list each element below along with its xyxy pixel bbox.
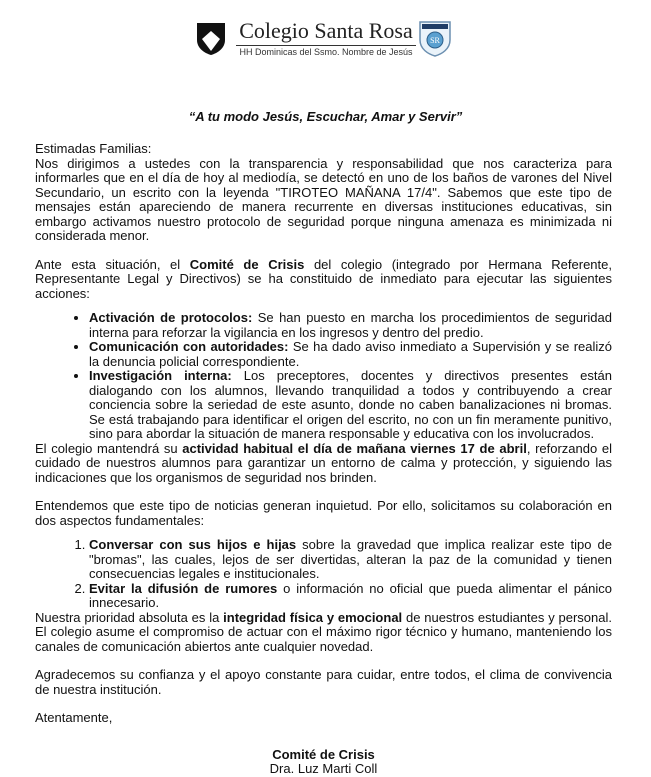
signature-name: Dra. Luz Marti Coll [269,761,378,776]
greeting: Estimadas Familias: [35,141,152,156]
situation-paragraph: Ante esta situación, el Comité de Crisis del colegio (integrado por Hermana Referente, Representante Legal y Directivos) se ha constituido de inmediato para ejecutar las siguientes acciones: [35,256,612,301]
requests-list [35,538,612,611]
action-item: • Comunicación con autoridades: Se ha dado aviso inmediato a Supervisión y se realizó la denuncia policial correspondiente. [89,340,612,369]
priority-paragraph: Nuestra prioridad absoluta es la integridad física y emocional de nuestros estudiantes y personal. El colegio asume el compromiso de actuar con el máximo rigor técnico y humano, manteniendo los canales de comunicación abiertos ante cualquier novedad. [35,609,612,654]
letter-body [35,142,612,777]
request-item: 2. Evitar la difusión de rumores o información no oficial que pueda alimentar el pánico innecesario. [89,582,612,611]
school-subtitle: HH Dominicas del Ssmo. Nombre de Jesús [239,47,413,57]
svg-text:SR: SR [430,36,440,45]
school-name: Colegio Santa Rosa [239,18,413,43]
school-shield-icon [196,22,226,56]
closing: Atentamente, [35,710,113,725]
school-motto: “A tu modo Jesús, Escuchar, Amar y Servir” [188,109,463,124]
activity-paragraph: El colegio mantendrá su actividad habitual el día de mañana viernes 17 de abril, reforzando el cuidado de nuestros alumnos para garantizar un entorno de calma y protección, y siguiendo las indicaciones que los organismos de seguridad nos brinden. [35,440,612,485]
intro-paragraph: Nos dirigimos a ustedes con la transparencia y responsabilidad que nos caracteriza para informarles que en el día de hoy al mediodía, se detectó en uno de los baños de varones del Nivel Secundario, un escrito con la leyenda "TIROTEO MAÑANA 17/4". Sabemos que este tipo de mensajes están apareciendo de manera recurrente en diversas instituciones educativas, sin embargo activamos nuestro protocolo de seguridad porque ninguna amenaza es minimizada ni considerada menor. [35,155,612,243]
action-item: • Activación de protocolos: Se han puesto en marcha los procedimientos de seguridad interna para reforzar la vigilancia en los ingresos y dentro del predio. [89,311,612,340]
thanks-paragraph: Agradecemos su confianza y el apoyo constante para cuidar, entre todos, el clima de convivencia de nuestra institución. [35,667,612,697]
understand-paragraph: Entendemos que este tipo de noticias generan inquietud. Por ello, solicitamos su colaboración en dos aspectos fundamentales: [35,498,612,528]
action-item: • Investigación interna: Los preceptores, docentes y directivos presentes están dialogando con los alumnos, llevando tranquilidad a todos y contribuyendo a crear conciencia sobre la seriedad de este asunto, donde no caben banalizaciones ni bromas. Se está trabajando para identificar el origen del escrito, no con un fin meramente punitivo, sino para abordar la situación de manera responsable y educativa con los involucrados. [89,369,612,442]
signature-block [35,748,612,777]
school-title-block [236,18,416,58]
actions-list [35,311,612,442]
santa-rosa-crest-icon [418,20,452,58]
title-divider [236,45,416,46]
signature-title: Comité de Crisis [272,746,375,762]
letterhead [196,18,468,60]
request-item: 1. Conversar con sus hijos e hijas sobre la gravedad que implica realizar este tipo de "bromas", las cuales, lejos de ser divertidas, alteran la paz de la comunidad y tienen consecuencias legales e institucionales. [89,538,612,582]
